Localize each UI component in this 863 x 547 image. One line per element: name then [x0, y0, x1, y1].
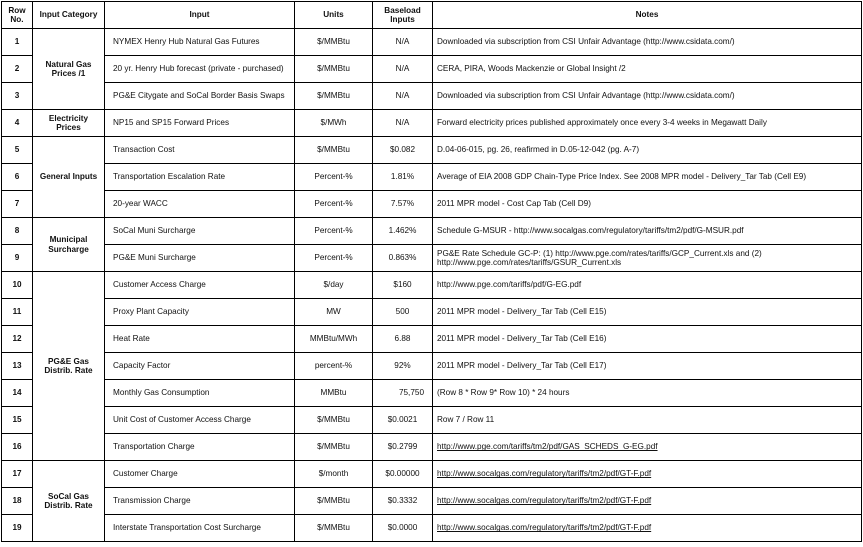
- notes-link[interactable]: http://www.socalgas.com/regulatory/tariffs/tm2/pdf/GT-F.pdf: [437, 523, 652, 533]
- baseload-cell: 75,750: [373, 380, 433, 407]
- baseload-cell: 6.88: [373, 326, 433, 353]
- table-row: [2, 245, 862, 272]
- header-input-category: Input Category: [33, 2, 105, 29]
- input-cell: NP15 and SP15 Forward Prices: [105, 110, 295, 137]
- baseload-cell: 1.462%: [373, 218, 433, 245]
- units-cell: $/MMBtu: [295, 434, 373, 461]
- table-row: [2, 407, 862, 434]
- table-row: [2, 461, 862, 488]
- row-number: 3: [2, 83, 33, 110]
- baseload-cell: N/A: [373, 29, 433, 56]
- category-municipal: Municipal Surcharge: [33, 218, 105, 272]
- header-baseload-inputs: Baseload Inputs: [373, 2, 433, 29]
- baseload-cell: 1.81%: [373, 164, 433, 191]
- row-number: 18: [2, 488, 33, 515]
- category-electricity: Electricity Prices: [33, 110, 105, 137]
- baseload-cell: $0.0021: [373, 407, 433, 434]
- baseload-cell: N/A: [373, 83, 433, 110]
- input-cell: PG&E Muni Surcharge: [105, 245, 295, 272]
- units-cell: $/MMBtu: [295, 29, 373, 56]
- input-cell: 20 yr. Henry Hub forecast (private - purchased): [105, 56, 295, 83]
- notes-cell: D.04-06-015, pg. 26, reafirmed in D.05-12-042 (pg. A-7): [433, 137, 862, 164]
- row-number: 5: [2, 137, 33, 164]
- notes-cell[interactable]: [433, 461, 862, 488]
- baseload-cell: $0.2799: [373, 434, 433, 461]
- units-cell: $/MWh: [295, 110, 373, 137]
- table-row: [2, 326, 862, 353]
- units-cell: percent-%: [295, 353, 373, 380]
- notes-cell[interactable]: [433, 434, 862, 461]
- category-pge-gas: PG&E Gas Distrib. Rate: [33, 272, 105, 461]
- table-row: [2, 56, 862, 83]
- notes-cell: PG&E Rate Schedule GC-P: (1) http://www.pge.com/rates/tariffs/GCP_Current.xls and (2) http://www.pge.com/rates/tariffs/GSUR_Current.xls: [433, 245, 862, 272]
- input-cell: Transportation Charge: [105, 434, 295, 461]
- table-row: [2, 110, 862, 137]
- row-number: 12: [2, 326, 33, 353]
- row-number: 17: [2, 461, 33, 488]
- baseload-cell: 500: [373, 299, 433, 326]
- row-number: 15: [2, 407, 33, 434]
- table-row: [2, 515, 862, 542]
- units-cell: $/MMBtu: [295, 488, 373, 515]
- input-cell: Transportation Escalation Rate: [105, 164, 295, 191]
- units-cell: $/MMBtu: [295, 137, 373, 164]
- row-number: 4: [2, 110, 33, 137]
- notes-link[interactable]: http://www.socalgas.com/regulatory/tariffs/tm2/pdf/GT-F.pdf: [437, 496, 652, 506]
- category-general: General Inputs: [33, 137, 105, 218]
- input-cell: NYMEX Henry Hub Natural Gas Futures: [105, 29, 295, 56]
- input-cell: Heat Rate: [105, 326, 295, 353]
- baseload-cell: 7.57%: [373, 191, 433, 218]
- notes-cell: (Row 8 * Row 9* Row 10) * 24 hours: [433, 380, 862, 407]
- units-cell: $/MMBtu: [295, 56, 373, 83]
- row-number: 2: [2, 56, 33, 83]
- header-units: Units: [295, 2, 373, 29]
- notes-cell: Average of EIA 2008 GDP Chain-Type Price Index. See 2008 MPR model - Delivery_Tar Tab (Cell E9): [433, 164, 862, 191]
- units-cell: $/MMBtu: [295, 407, 373, 434]
- baseload-inputs-table: [1, 1, 862, 542]
- notes-link[interactable]: http://www.socalgas.com/regulatory/tariffs/tm2/pdf/GT-F.pdf: [437, 469, 652, 479]
- units-cell: $/MMBtu: [295, 83, 373, 110]
- row-number: 11: [2, 299, 33, 326]
- table-row: [2, 164, 862, 191]
- notes-cell: 2011 MPR model - Cost Cap Tab (Cell D9): [433, 191, 862, 218]
- input-cell: Interstate Transportation Cost Surcharge: [105, 515, 295, 542]
- input-cell: SoCal Muni Surcharge: [105, 218, 295, 245]
- units-cell: MMBtu/MWh: [295, 326, 373, 353]
- units-cell: Percent-%: [295, 245, 373, 272]
- row-number: 1: [2, 29, 33, 56]
- baseload-cell: N/A: [373, 110, 433, 137]
- header-notes: Notes: [433, 2, 862, 29]
- table-row: [2, 137, 862, 164]
- notes-cell: 2011 MPR model - Delivery_Tar Tab (Cell E17): [433, 353, 862, 380]
- notes-cell[interactable]: [433, 515, 862, 542]
- baseload-cell: 92%: [373, 353, 433, 380]
- notes-cell: http://www.pge.com/tariffs/pdf/G-EG.pdf: [433, 272, 862, 299]
- table-row: [2, 434, 862, 461]
- notes-cell: 2011 MPR model - Delivery_Tar Tab (Cell E15): [433, 299, 862, 326]
- units-cell: $/MMBtu: [295, 515, 373, 542]
- units-cell: MW: [295, 299, 373, 326]
- input-cell: Customer Charge: [105, 461, 295, 488]
- table-row: [2, 191, 862, 218]
- units-cell: Percent-%: [295, 218, 373, 245]
- table-row: [2, 353, 862, 380]
- notes-cell: Forward electricity prices published approximately once every 3-4 weeks in Megawatt Daily: [433, 110, 862, 137]
- input-cell: Capacity Factor: [105, 353, 295, 380]
- input-cell: Customer Access Charge: [105, 272, 295, 299]
- units-cell: $/month: [295, 461, 373, 488]
- table-row: [2, 299, 862, 326]
- notes-cell: Row 7 / Row 11: [433, 407, 862, 434]
- table-row: [2, 83, 862, 110]
- category-natural-gas: Natural Gas Prices /1: [33, 29, 105, 110]
- units-cell: $/day: [295, 272, 373, 299]
- row-number: 6: [2, 164, 33, 191]
- input-cell: Transmission Charge: [105, 488, 295, 515]
- baseload-cell: 0.863%: [373, 245, 433, 272]
- units-cell: Percent-%: [295, 164, 373, 191]
- header-row: [2, 2, 862, 29]
- row-number: 14: [2, 380, 33, 407]
- table-row: [2, 29, 862, 56]
- row-number: 7: [2, 191, 33, 218]
- table-row: [2, 488, 862, 515]
- notes-cell: Downloaded via subscription from CSI Unfair Advantage (http://www.csidata.com/): [433, 83, 862, 110]
- notes-cell: CERA, PIRA, Woods Mackenzie or Global Insight /2: [433, 56, 862, 83]
- row-number: 19: [2, 515, 33, 542]
- header-input: Input: [105, 2, 295, 29]
- notes-cell: Downloaded via subscription from CSI Unfair Advantage (http://www.csidata.com/): [433, 29, 862, 56]
- row-number: 8: [2, 218, 33, 245]
- baseload-cell: $0.3332: [373, 488, 433, 515]
- input-cell: Unit Cost of Customer Access Charge: [105, 407, 295, 434]
- units-cell: MMBtu: [295, 380, 373, 407]
- notes-cell: 2011 MPR model - Delivery_Tar Tab (Cell E16): [433, 326, 862, 353]
- baseload-cell: N/A: [373, 56, 433, 83]
- row-number: 9: [2, 245, 33, 272]
- notes-cell[interactable]: [433, 488, 862, 515]
- input-cell: Monthly Gas Consumption: [105, 380, 295, 407]
- notes-cell: Schedule G-MSUR - http://www.socalgas.com/regulatory/tariffs/tm2/pdf/G-MSUR.pdf: [433, 218, 862, 245]
- notes-link[interactable]: http://www.pge.com/tariffs/tm2/pdf/GAS_SCHEDS_G-EG.pdf: [437, 442, 658, 452]
- input-cell: Transaction Cost: [105, 137, 295, 164]
- baseload-cell: $0.00000: [373, 461, 433, 488]
- category-socal-gas: SoCal Gas Distrib. Rate: [33, 461, 105, 542]
- input-cell: Proxy Plant Capacity: [105, 299, 295, 326]
- table-row: [2, 218, 862, 245]
- table-row: [2, 380, 862, 407]
- baseload-cell: $0.0000: [373, 515, 433, 542]
- baseload-cell: $160: [373, 272, 433, 299]
- header-row-no: Row No.: [2, 2, 33, 29]
- input-cell: PG&E Citygate and SoCal Border Basis Swaps: [105, 83, 295, 110]
- row-number: 16: [2, 434, 33, 461]
- baseload-cell: $0.082: [373, 137, 433, 164]
- row-number: 13: [2, 353, 33, 380]
- row-number: 10: [2, 272, 33, 299]
- table-row: [2, 272, 862, 299]
- units-cell: Percent-%: [295, 191, 373, 218]
- input-cell: 20-year WACC: [105, 191, 295, 218]
